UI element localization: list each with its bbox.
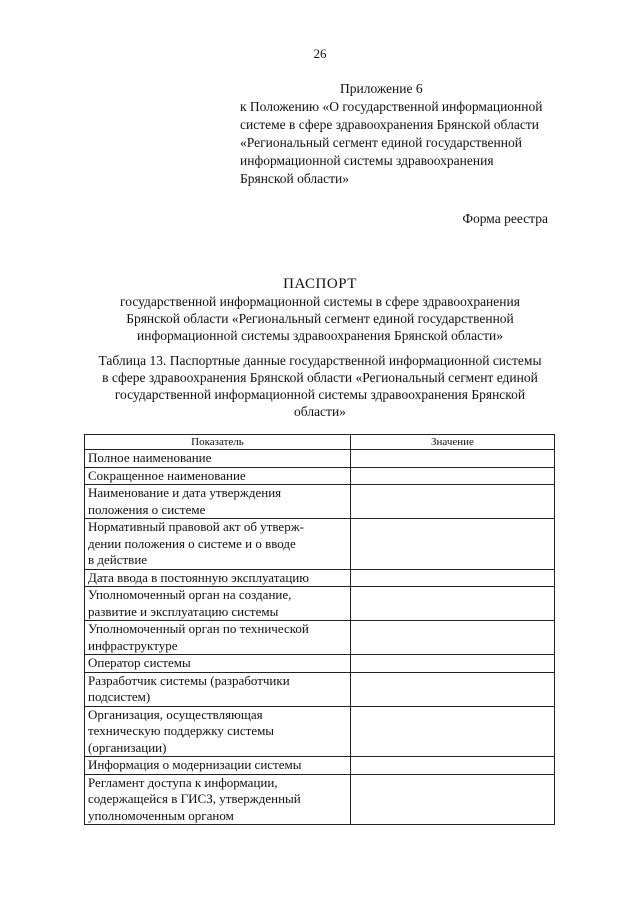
indicator-text: подсистем)	[88, 689, 151, 704]
table-caption	[0, 352, 640, 420]
value-cell	[351, 485, 555, 519]
indicator-text: Полное наименование	[88, 450, 212, 465]
indicator-text: развитие и эксплуатацию системы	[88, 603, 279, 619]
indicator-cell	[85, 485, 351, 519]
value-cell	[351, 450, 555, 468]
passport-subtitle	[0, 293, 640, 344]
indicator-text: Организация, осуществляющая	[88, 706, 263, 722]
indicator-text: Сокращенное наименование	[88, 467, 246, 483]
page-number: 26	[313, 46, 327, 61]
indicator-cell	[85, 569, 351, 587]
column-header-indicator: Показатель	[85, 435, 351, 450]
table-row	[85, 569, 555, 587]
table-row	[85, 655, 555, 673]
indicator-cell	[85, 757, 351, 775]
appendix-line: системе в сфере здравоохранения Брянской области	[240, 117, 539, 132]
indicator-cell	[85, 774, 351, 825]
appendix-line: к Положению «О государственной информационной	[240, 99, 543, 114]
indicator-cell	[85, 621, 351, 655]
indicator-cell	[85, 655, 351, 673]
indicator-cell	[85, 450, 351, 468]
table-row	[85, 706, 555, 757]
indicator-cell	[85, 467, 351, 485]
table-row	[85, 621, 555, 655]
indicator-text: Информация о модернизации системы	[88, 757, 302, 772]
passport-subtitle-line: Брянской области «Региональный сегмент единой государственной	[126, 311, 514, 326]
table-caption-line: области»	[294, 404, 346, 419]
value-cell	[351, 774, 555, 825]
indicator-text: Уполномоченный орган по технической	[88, 621, 309, 636]
value-cell	[351, 757, 555, 775]
appendix-line: информационной системы здравоохранения	[240, 153, 494, 168]
value-cell	[351, 467, 555, 485]
indicator-cell	[85, 706, 351, 757]
table-row	[85, 672, 555, 706]
appendix-line: Брянской области»	[240, 171, 350, 186]
form-label: Форма реестра	[462, 211, 548, 226]
indicator-text: Разработчик системы (разработчики	[88, 672, 290, 688]
value-cell	[351, 519, 555, 570]
indicator-text: Нормативный правовой акт об утверж-	[88, 519, 305, 534]
table-header-row	[85, 435, 555, 450]
appendix-heading	[240, 80, 600, 188]
value-cell	[351, 587, 555, 621]
table-row	[85, 467, 555, 485]
indicator-text: уполномоченным органом	[88, 807, 234, 823]
indicator-cell	[85, 672, 351, 706]
table-row	[85, 519, 555, 570]
value-cell	[351, 569, 555, 587]
passport-table	[84, 434, 555, 825]
table-row	[85, 757, 555, 775]
indicator-cell	[85, 587, 351, 621]
indicator-text: техническую поддержку системы	[88, 723, 275, 738]
indicator-cell	[85, 519, 351, 570]
value-cell	[351, 655, 555, 673]
value-cell	[351, 672, 555, 706]
value-cell	[351, 621, 555, 655]
indicator-text: положения о системе	[88, 501, 206, 517]
table-caption-line: в сфере здравоохранения Брянской области «Региональный сегмент единой	[102, 370, 538, 385]
table-row	[85, 485, 555, 519]
indicator-text: в действие	[88, 552, 148, 567]
indicator-text: Регламент доступа к информации,	[88, 774, 278, 790]
indicator-text: дении положения о системе и о вводе	[88, 535, 296, 551]
table-caption-line: государственной информационной системы здравоохранения Брянской	[114, 387, 526, 402]
passport-subtitle-line: информационной системы здравоохранения Брянской области»	[137, 328, 503, 343]
appendix-line: Приложение 6	[340, 81, 423, 96]
indicator-text: инфраструктуре	[88, 637, 178, 653]
indicator-text: (организации)	[88, 739, 167, 755]
indicator-text: Уполномоченный орган на создание,	[88, 587, 292, 602]
column-header-value: Значение	[351, 435, 555, 450]
table-caption-line: Таблица 13. Паспортные данные государственной информационной системы	[98, 353, 542, 368]
indicator-text: содержащейся в ГИСЗ, утвержденный	[88, 791, 301, 806]
appendix-line: «Региональный сегмент единой государственной	[240, 135, 522, 150]
table-row	[85, 587, 555, 621]
table-body	[85, 450, 555, 825]
table-row	[85, 450, 555, 468]
indicator-text: Наименование и дата утверждения	[88, 485, 282, 500]
table-row	[85, 774, 555, 825]
value-cell	[351, 706, 555, 757]
passport-subtitle-line: государственной информационной системы в сфере здравоохранения	[120, 294, 520, 309]
passport-title: ПАСПОРТ	[283, 276, 357, 292]
indicator-text: Оператор системы	[88, 655, 191, 670]
indicator-text: Дата ввода в постоянную эксплуатацию	[88, 569, 309, 585]
